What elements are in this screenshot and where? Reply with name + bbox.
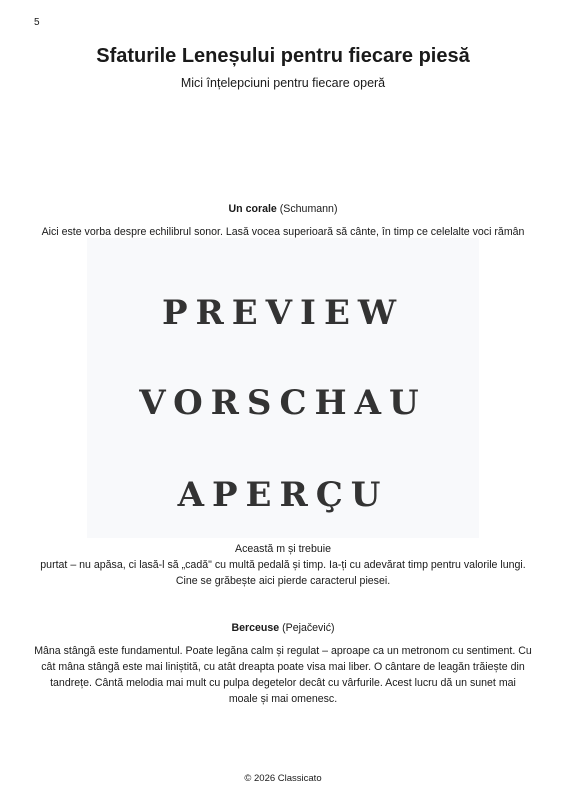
page-footer: © 2026 Classicato (244, 773, 322, 784)
section-heading (34, 620, 532, 636)
section-composer: (Pejačević) (282, 622, 335, 634)
paragraph-line: Aici este vorba despre echilibrul sonor. Lasă vocea superioară să cânte, în timp ce celelalte voci rămân (41, 226, 525, 238)
watermark-text: VORSCHAU (139, 383, 427, 423)
preview-watermark (87, 238, 479, 538)
page-title: Sfaturile Leneșului pentru fiecare piesă (96, 45, 470, 67)
section-composer: (Schumann) (279, 203, 338, 215)
section-title: Un corale (228, 203, 277, 215)
paragraph-line: Această m și trebuie (235, 543, 331, 555)
page-subtitle: Mici înțelepciuni pentru fiecare operă (180, 76, 386, 90)
section-hidden-3 (34, 541, 532, 589)
paragraph-line: purtat – nu apăsa, ci lasă-l să „cadă" cu multă pedală și timp. Ia-ți cu adevărat timp pentru valorile lungi. (40, 559, 526, 571)
watermark-text: PREVIEW (161, 293, 405, 333)
page-number: 5 (34, 17, 40, 28)
paragraph-line: Mâna stângă este fundamentul. Poate legăna calm și regulat – aproape ca un metronom cu sentiment. Cu (34, 645, 532, 657)
section-title: Berceuse (231, 622, 280, 634)
watermark-text: APERÇU (177, 475, 389, 515)
paragraph-line: cât mâna stângă este mai liniștită, cu atât dreapta poate visa mai liber. O cântare de leagăn trăiește din (41, 661, 525, 673)
paragraph-line: tandrețe. Cântă melodia mai mult cu pulpa degetelor decât cu vârfurile. Acest lucru dă un sunet mai (50, 677, 516, 689)
section-heading (34, 201, 532, 217)
section-berceuse (34, 620, 532, 707)
paragraph-line: moale și mai omenesc. (228, 693, 338, 705)
paragraph-line: Cine se grăbește aici pierde caracterul piesei. (175, 575, 391, 587)
